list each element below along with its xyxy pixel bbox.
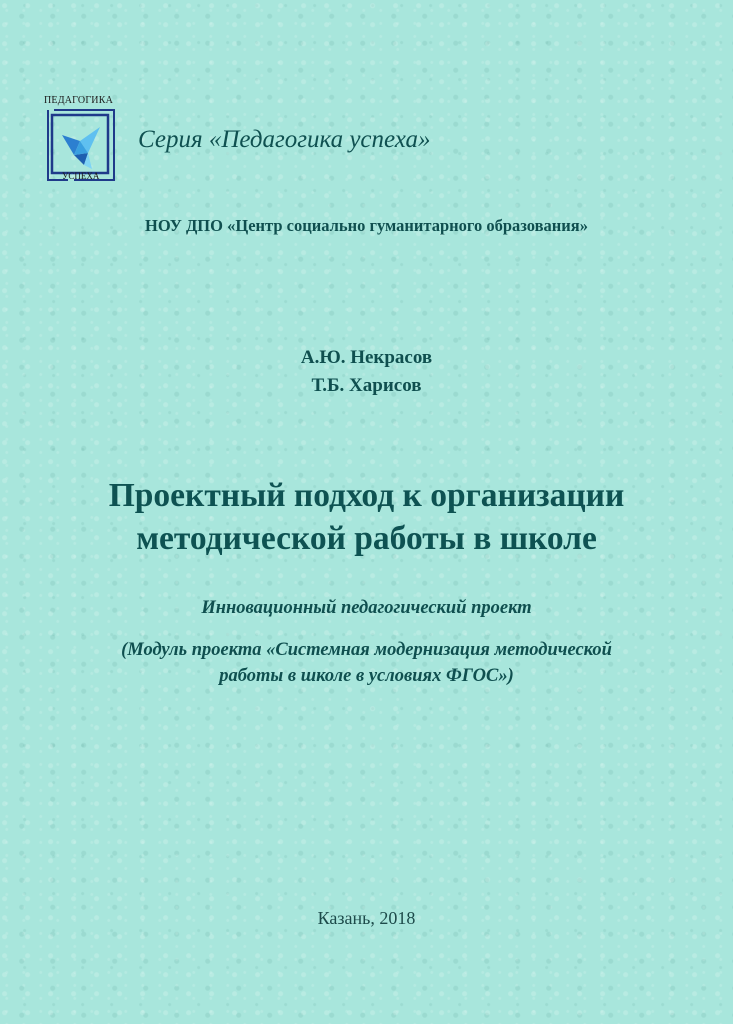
module-line: (Модуль проекта «Системная модернизация методической	[121, 640, 612, 660]
city-year: Казань, 2018	[317, 908, 416, 928]
series-title: Серия «Педагогика успеха»	[138, 126, 431, 153]
book-subtitle: Инновационный педагогический проект	[201, 598, 532, 618]
author-name: А.Ю. Некрасов	[300, 347, 433, 368]
logo-top-text: ПЕДАГОГИКА	[44, 95, 114, 106]
module-description	[20, 637, 713, 689]
publisher-logo	[44, 95, 124, 185]
module-line: работы в школе в условиях ФГОС»)	[219, 666, 514, 686]
title-line: Проектный подход к организации	[108, 477, 625, 514]
authors	[0, 344, 733, 400]
organization-name: НОУ ДПО «Центр социально гуманитарного образования»	[144, 216, 588, 235]
logo-bottom-text: УСПЕХА	[62, 171, 100, 181]
book-title	[0, 474, 733, 560]
author-name: Т.Б. Харисов	[311, 375, 422, 396]
title-line: методической работы в школе	[136, 520, 597, 557]
